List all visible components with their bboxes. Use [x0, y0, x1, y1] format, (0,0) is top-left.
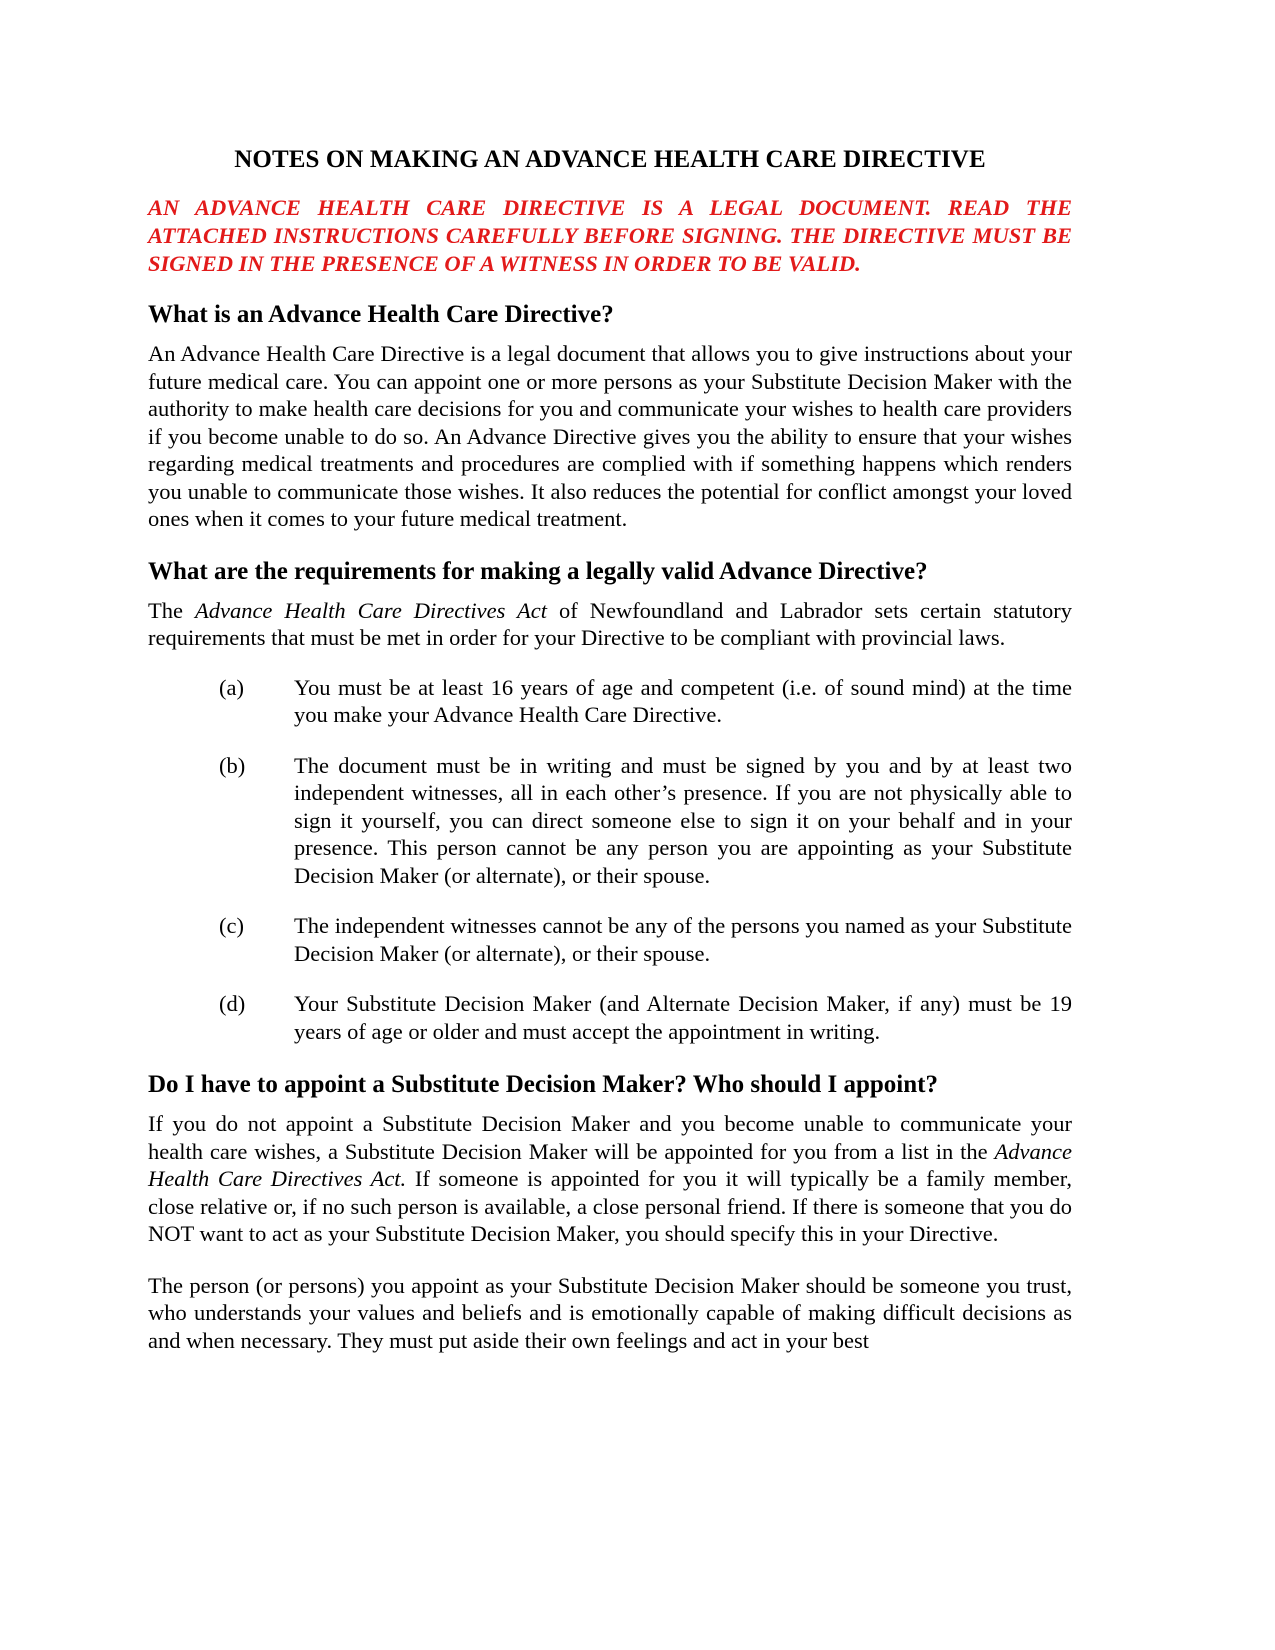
- list-item: [148, 752, 1072, 890]
- paragraph-text: If you do not appoint a Substitute Decision Maker and you become unable to communicate your health care wishes, a Substitute Decision Maker will be appointed for you from a list in the: [148, 1111, 1072, 1164]
- paragraph-text: of Newfoundland and Labrador sets certain statutory requirements that must be met in order for your Directive to be compliant with provincial laws.: [148, 597, 1072, 650]
- list-item-text: You must be at least 16 years of age and competent (i.e. of sound mind) at the time you make your Advance Health Care Directive.: [294, 674, 1072, 727]
- paragraph-text: If someone is appointed for you it will typically be a family member, close relative or, if no such person is available, a close personal friend. If there is someone that you do NOT want to act as your Substitute Decision Maker, you should specify this in your Directive.: [148, 1166, 1072, 1246]
- section-paragraph-substitute-1: [148, 1110, 1072, 1248]
- list-item-text: Your Substitute Decision Maker (and Alternate Decision Maker, if any) must be 19 years of age or older and must accept the appointment in writing.: [294, 991, 1072, 1044]
- list-item-text: The independent witnesses cannot be any of the persons you named as your Substitute Decision Maker (or alternate), or their spouse.: [294, 913, 1072, 966]
- document-title: NOTES ON MAKING AN ADVANCE HEALTH CARE DIRECTIVE: [234, 146, 986, 173]
- legal-warning: AN ADVANCE HEALTH CARE DIRECTIVE IS A LEGAL DOCUMENT. READ THE ATTACHED INSTRUCTIONS CAREFULLY BEFORE SIGNING. THE DIRECTIVE MUST BE SIGNED IN THE PRESENCE OF A WITNESS IN ORDER TO BE VALID.: [148, 195, 1072, 276]
- section-paragraph-what-is: An Advance Health Care Directive is a legal document that allows you to give instructions about your future medical care. You can appoint one or more persons as your Substitute Decision Maker with the authority to make health care decisions for you and communicate your wishes to health care providers if you become unable to do so. An Advance Directive gives you the ability to ensure that your wishes regarding medical treatments and procedures are complied with if something happens which renders you unable to communicate those wishes. It also reduces the potential for conflict amongst your loved ones when it comes to your future medical treatment.: [148, 341, 1072, 531]
- list-item: [148, 990, 1072, 1045]
- act-title: Advance Health Care Directives Act: [194, 597, 547, 623]
- requirements-list: [148, 674, 1072, 1046]
- list-item-label: (d): [219, 991, 246, 1016]
- list-item-text: The document must be in writing and must be signed by you and by at least two independent witnesses, all in each other’s presence. If you are not physically able to sign it yourself, you can direct someone else to sign it on your behalf and in your presence. This person cannot be any person you are appointing as your Substitute Decision Maker (or alternate), or their spouse.: [294, 752, 1072, 888]
- list-item: [148, 674, 1072, 729]
- section-paragraph-requirements: [148, 597, 1072, 652]
- list-item-label: (b): [219, 752, 246, 778]
- act-title: Advance Health Care Directives Act.: [148, 1138, 1072, 1191]
- list-item: [148, 912, 1072, 967]
- list-item-label: (a): [219, 674, 244, 700]
- section-heading-requirements: What are the requirements for making a legally valid Advance Directive?: [148, 557, 928, 585]
- paragraph-text: The: [148, 597, 195, 623]
- list-item-label: (c): [219, 913, 244, 938]
- section-paragraph-substitute-2: The person (or persons) you appoint as your Substitute Decision Maker should be someone you trust, who understands your values and beliefs and is emotionally capable of making difficult decisions as and when necessary. They must put aside their own feelings and act in your best: [148, 1272, 1072, 1353]
- section-heading-substitute: Do I have to appoint a Substitute Decision Maker? Who should I appoint?: [148, 1071, 938, 1098]
- section-heading-what-is: What is an Advance Health Care Directive?: [148, 301, 614, 328]
- document-page: [148, 140, 1072, 1354]
